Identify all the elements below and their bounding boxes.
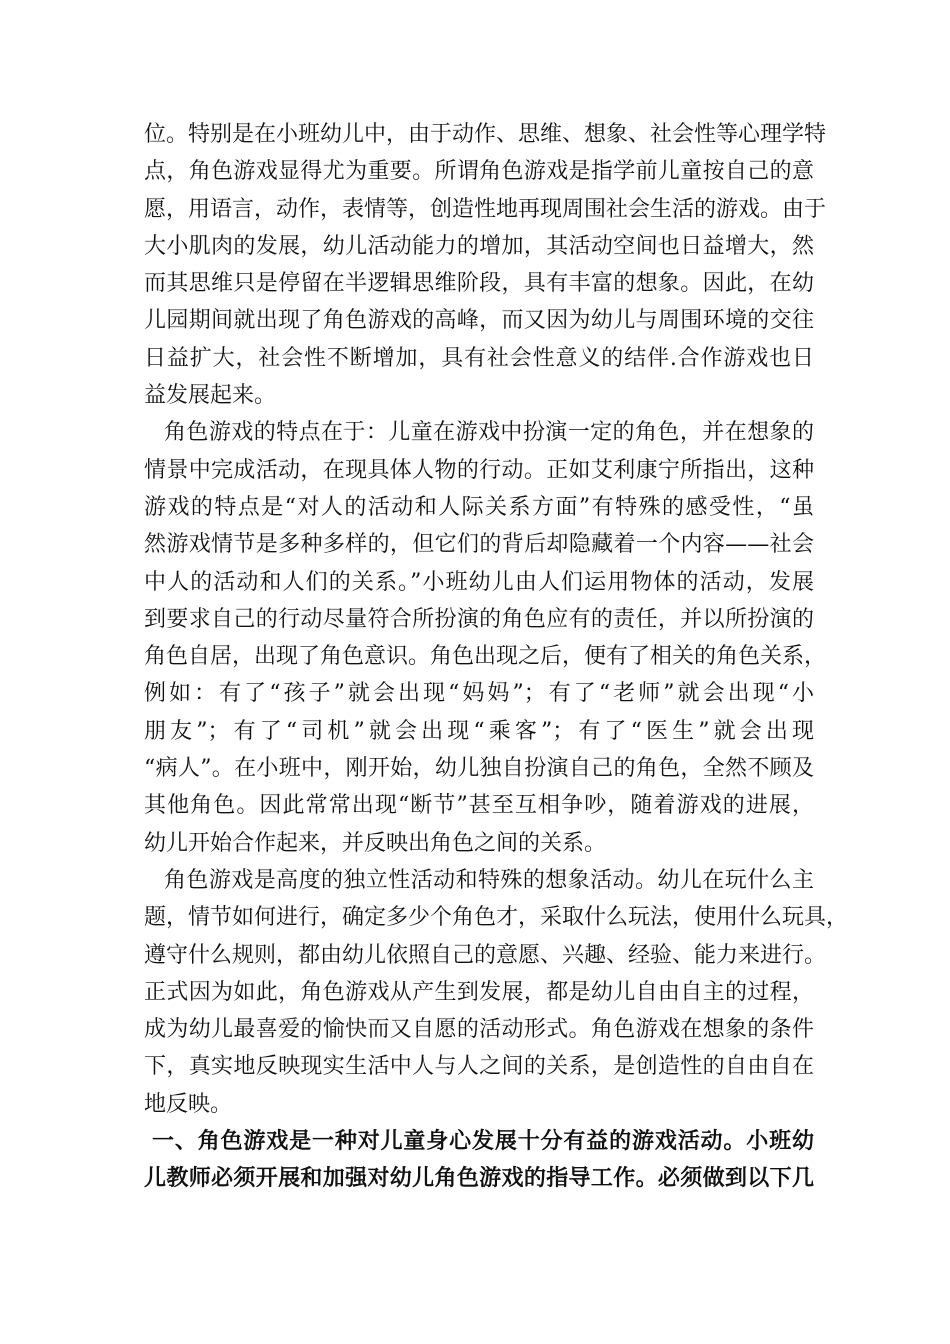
text-line: 例如：有了“孩子”就会出现“妈妈”；有了“老师”就会出现“小 — [144, 681, 814, 707]
text-line: 到要求自己的行动尽量符合所扮演的角色应有的责任，并以所扮演的 — [144, 606, 814, 632]
text-line: 然游戏情节是多种多样的，但它们的背后却隐藏着一个内容——社会 — [144, 532, 814, 558]
text-line: 朋友”；有了“司机”就会出现“乘客”；有了“医生”就会出现 — [144, 718, 814, 744]
text-line: 地反映。 — [144, 1091, 233, 1117]
text-line: 角色游戏是高度的独立性活动和特殊的想象活动。幼儿在玩什么主 — [164, 867, 814, 893]
text-line: 日益扩大，社会性不断增加，具有社会性意义的结伴.合作游戏也日 — [144, 345, 814, 371]
text-line: 情景中完成活动，在现具体人物的行动。正如艾利康宁所指出，这种 — [144, 457, 814, 483]
text-line: 正式因为如此，角色游戏从产生到发展，都是幼儿自由自主的过程， — [144, 979, 814, 1005]
text-line: 益发展起来。 — [144, 383, 277, 409]
text-line: 而其思维只是停留在半逻辑思维阶段，具有丰富的想象。因此，在幼 — [144, 271, 814, 297]
paragraph-3 — [144, 862, 849, 1123]
paragraph-1 — [144, 116, 827, 414]
text-line: 幼儿开始合作起来，并反映出角色之间的关系。 — [144, 830, 607, 856]
text-line: 下，真实地反映现实生活中人与人之间的关系，是创造性的自由自在 — [144, 1054, 814, 1080]
text-line: 游戏的特点是“对人的活动和人际关系方面”有特殊的感受性，“虽 — [144, 494, 814, 520]
text-line: 角色自居，出现了角色意识。角色出现之后，便有了相关的角色关系， — [144, 644, 827, 670]
text-line: 题，情节如何进行，确定多少个角色才，采取什么玩法，使用什么玩具， — [144, 905, 849, 931]
text-line: “病人”。在小班中，刚开始，幼儿独自扮演自己的角色，全然不顾及 — [144, 756, 814, 782]
paragraph-4-heading — [144, 1123, 814, 1198]
text-line: 位。特别是在小班幼儿中，由于动作、思维、想象、社会性等心理学特 — [144, 122, 827, 147]
document-body — [144, 116, 849, 1198]
text-line: 大小肌肉的发展，幼儿活动能力的增加，其活动空间也日益增大，然 — [144, 233, 814, 259]
text-line: 愿，用语言，动作，表情等，创造性地再现周围社会生活的游戏。由于 — [144, 196, 827, 222]
text-line: 其他角色。因此常常出现“断节”甚至互相争吵，随着游戏的进展， — [144, 793, 814, 819]
text-line: 儿教师必须开展和加强对幼儿角色游戏的指导工作。必须做到以下几 — [144, 1165, 814, 1192]
text-line: 一、角色游戏是一种对儿童身心发展十分有益的游戏活动。小班幼 — [152, 1128, 814, 1155]
text-line: 遵守什么规则，都由幼儿依照自己的意愿、兴趣、经验、能力来进行。 — [144, 942, 827, 968]
text-line: 儿园期间就出现了角色游戏的高峰，而又因为幼儿与周围环境的交往 — [144, 308, 814, 334]
text-line: 中人的活动和人们的关系。”小班幼儿由人们运用物体的活动，发展 — [144, 569, 814, 595]
text-line: 成为幼儿最喜爱的愉快而又自愿的活动形式。角色游戏在想象的条件 — [144, 1017, 814, 1043]
text-line: 角色游戏的特点在于：儿童在游戏中扮演一定的角色，并在想象的 — [164, 420, 814, 446]
paragraph-2 — [144, 414, 827, 862]
text-line: 点，角色游戏显得尤为重要。所谓角色游戏是指学前儿童按自己的意 — [144, 159, 814, 185]
